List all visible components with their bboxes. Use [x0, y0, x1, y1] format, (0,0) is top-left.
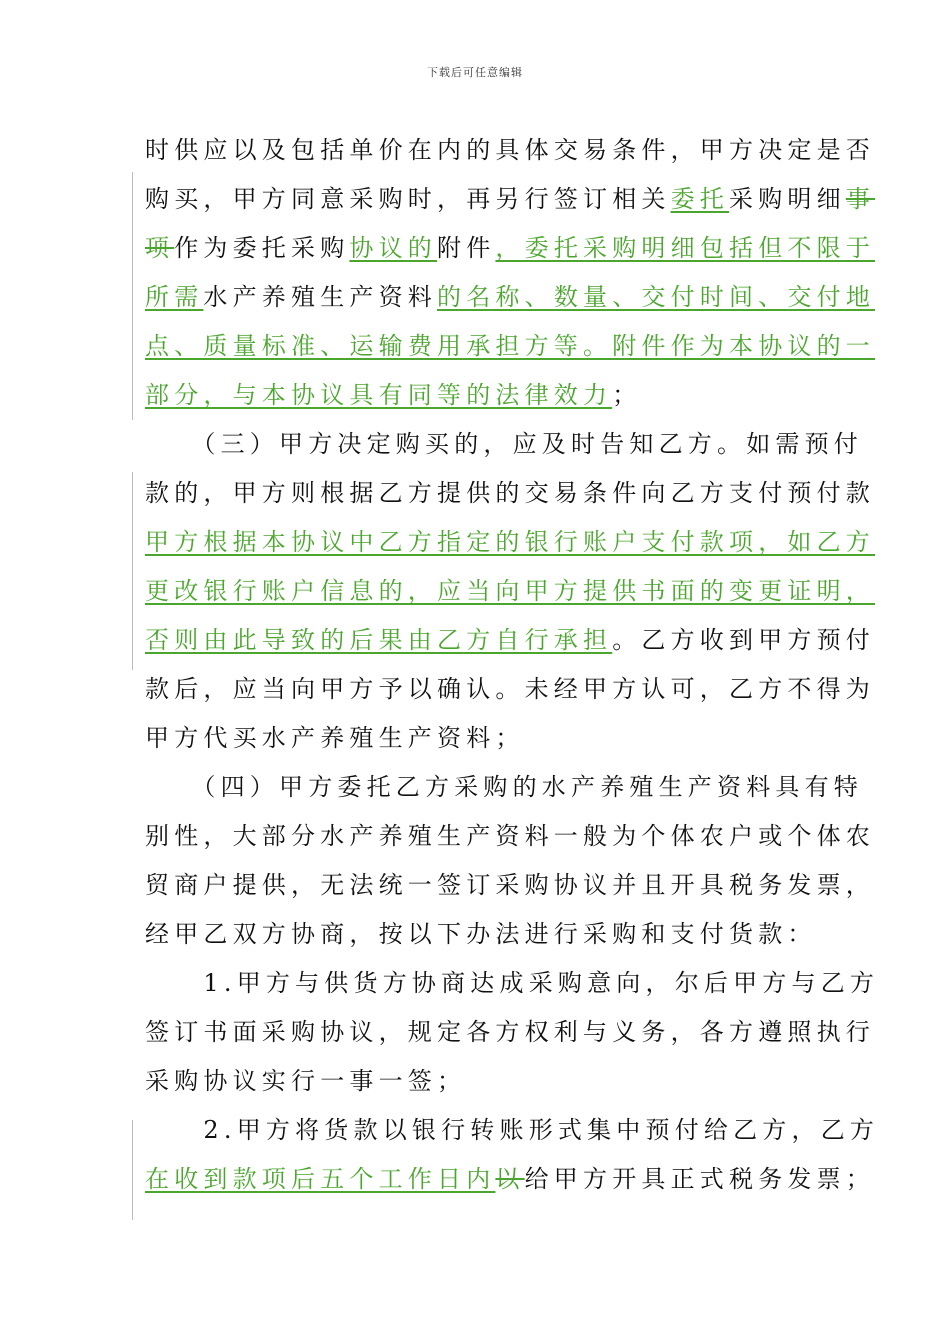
text-line [145, 128, 875, 177]
body-text: 经甲乙双方协商，按以下办法进行采购和支付货款： [145, 920, 817, 948]
body-text: 。乙方收到甲方预付 [612, 626, 876, 654]
text-line [145, 275, 876, 324]
change-bar [132, 472, 133, 670]
inserted-text: 在收到款项后五个工作日内 [145, 1165, 496, 1193]
inserted-text: 部分，与本协议具有同等的法律效力 [145, 381, 613, 409]
deleted-text: 事 [845, 185, 876, 213]
body-text: 1.甲方与供货方协商达成采购意向，尔后甲方与乙方 [145, 969, 880, 997]
text-line [145, 667, 875, 716]
text-line [145, 569, 875, 618]
text-line [145, 814, 875, 863]
text-line [145, 1059, 810, 1108]
document-body [145, 128, 880, 1206]
text-line [145, 520, 875, 569]
inserted-text: 点、质量标准、运输费用承担方等。附件作为本协议的一 [145, 332, 875, 360]
body-text: （三）甲方决定购买的，应及时告知乙方。如需预付 [145, 430, 863, 458]
text-line [145, 1010, 875, 1059]
text-line [145, 1108, 880, 1157]
body-text: 签订书面采购协议，规定各方权利与义务，各方遵照执行 [145, 1018, 875, 1046]
text-line [145, 177, 876, 226]
body-text: 款后，应当向甲方予以确认。未经甲方认可，乙方不得为 [145, 675, 875, 703]
inserted-text: 更改银行账户信息的，应当向甲方提供书面的变更证明， [145, 577, 875, 605]
body-text: 采购明细 [729, 185, 846, 213]
change-bar [132, 1120, 133, 1220]
body-text: 购买，甲方同意采购时，再另行签订相关 [145, 185, 671, 213]
body-text: ； [612, 381, 642, 409]
inserted-text: 所需 [145, 283, 204, 311]
body-text: 给甲方开具正式税务发票； [524, 1165, 876, 1193]
deleted-text: 以 [495, 1165, 525, 1193]
text-line [145, 716, 810, 765]
body-text: 款的，甲方则根据乙方提供的交易条件向乙方支付预付款 [145, 479, 875, 507]
body-text: 别性，大部分水产养殖生产资料一般为个体农户或个体农 [145, 822, 875, 850]
page-header: 下载后可任意编辑 [427, 66, 523, 79]
body-text: 采购协议实行一事一签； [145, 1067, 467, 1095]
text-line [145, 324, 875, 373]
text-line [145, 863, 875, 912]
inserted-text: 委托 [670, 185, 730, 213]
body-text: 附件 [437, 234, 496, 262]
inserted-text: 否则由此导致的后果由乙方自行承担 [145, 626, 613, 654]
text-line [145, 618, 876, 667]
body-text: （四）甲方委托乙方采购的水产养殖生产资料具有特 [145, 773, 863, 801]
text-line [145, 422, 863, 471]
text-line [145, 226, 876, 275]
text-line [145, 765, 863, 814]
body-text: 水产养殖生产资料 [203, 283, 438, 311]
body-text: 贸商户提供，无法统一签订采购协议并且开具税务发票， [145, 871, 875, 899]
body-text: 甲方代买水产养殖生产资料； [145, 724, 525, 752]
text-line [145, 912, 817, 961]
body-text: 作为委托采购 [174, 234, 350, 262]
inserted-text: 的名称、数量、交付时间、交付地 [437, 283, 876, 311]
inserted-text: ，委托采购明细包括但不限于 [495, 234, 876, 262]
text-line [145, 471, 875, 520]
body-text: 2.甲方将货款以银行转账形式集中预付给乙方，乙方 [145, 1116, 880, 1144]
inserted-text: 甲方根据本协议中乙方指定的银行账户支付款项，如乙方 [145, 528, 875, 556]
text-line [145, 373, 810, 422]
body-text: 时供应以及包括单价在内的具体交易条件，甲方决定是否 [145, 136, 875, 164]
text-line [145, 961, 880, 1010]
inserted-text: 协议的 [349, 234, 438, 262]
text-line [145, 1157, 876, 1206]
deleted-text: 项 [145, 234, 175, 262]
change-bar [132, 172, 133, 420]
